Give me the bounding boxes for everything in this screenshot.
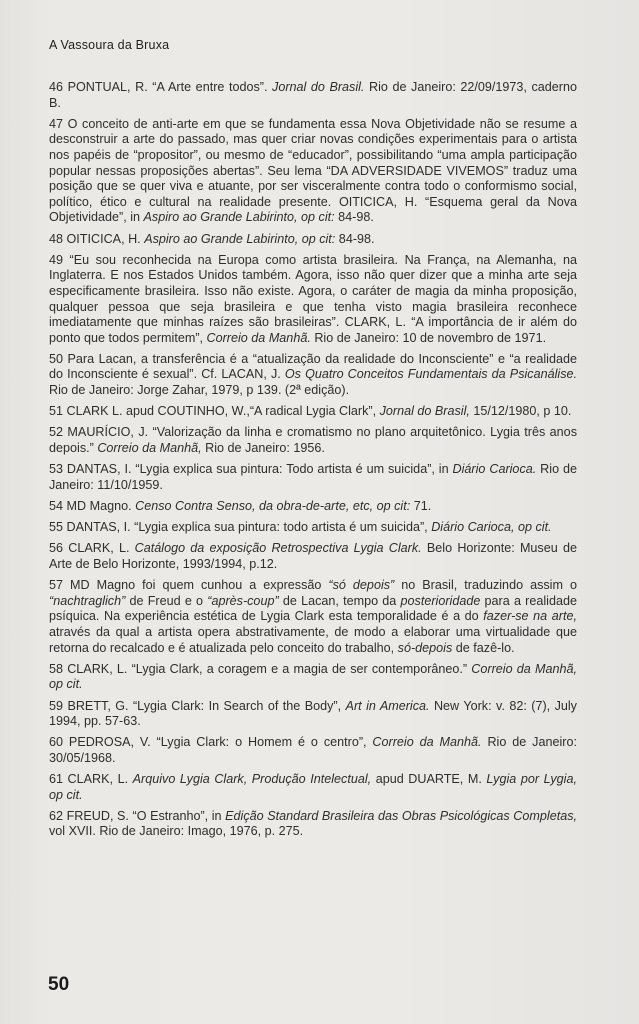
endnote-text: 58 CLARK, L. “Lygia Clark, a coragem e a magia de ser contemporâneo.” — [49, 661, 472, 676]
endnote-text: 84-98. — [334, 210, 374, 225]
endnote-text: 55 DANTAS, I. “Lygia explica sua pintura: todo artista é um suicida”, — [49, 520, 432, 535]
endnote — [49, 541, 577, 572]
endnote-italic-text: Aspiro ao Grande Labirinto, op cit: — [143, 210, 335, 225]
endnotes-list — [49, 80, 577, 846]
endnote-italic-text: Diário Carioca, op cit. — [431, 520, 552, 535]
endnote-text: Rio de Janeiro: 1956. — [201, 441, 325, 456]
endnote-text: 71. — [410, 499, 432, 513]
endnote-text: vol XVII. Rio de Janeiro: Imago, 1976, p. 275. — [49, 824, 304, 839]
endnote-italic-text: Correio da Manhã. — [206, 330, 311, 345]
endnote-italic-text: “só depois” — [328, 578, 395, 593]
endnote — [49, 232, 577, 248]
endnote — [49, 809, 577, 840]
endnote-italic-text: Correio da Manhã, — [97, 441, 202, 456]
endnote-text: 49 “Eu sou reconhecida na Europa como artista brasileira. Na França, na Alemanha, na Inglaterra. E nos Estados Unidos também. Agora, isso não quer dizer que a minha arte seja especificamente brasileira. Isso não existe. Agora, o caráter de magia da minha proposição, qualquer pessoa que seja brasileira e que tenha visto magia brasileira reconhece imediatamente que minhas raízes são brasileiras”. CLARK, L. “A importância de ir além do ponto que todos permitem”, — [49, 252, 577, 345]
endnote-text: Rio de Janeiro: 10 de novembro de 1971. — [310, 330, 547, 345]
endnote-italic-text: Diário Carioca. — [452, 462, 537, 477]
endnote-text: Belo Horizonte: Museu de Arte de Belo Horizonte, 1993/1994, p.12. — [49, 541, 577, 571]
endnote-italic-text: Jornal do Brasil. — [272, 80, 365, 94]
endnote — [49, 499, 577, 515]
endnote-text: 50 Para Lacan, a transferência é a “atualização da realidade do Inconsciente” e “a realidade do Inconsciente é sexual”. Cf. LACAN, J. — [49, 351, 577, 382]
endnote-italic-text: Arquivo Lygia Clark, Produção Intelectual, — [132, 772, 372, 787]
endnote-italic-text: “nachtraglich” — [49, 593, 126, 608]
endnote — [49, 520, 577, 536]
page-number: 50 — [48, 974, 70, 995]
endnote-italic-text: só-depois — [397, 640, 453, 655]
endnote-italic-text: Art in America. — [345, 698, 430, 713]
endnote — [49, 352, 577, 399]
endnote-italic-text: Correio da Manhã, op cit. — [49, 661, 577, 692]
endnote-italic-text: Edição Standard Brasileira das Obras Psicológicas Completas, — [225, 808, 577, 823]
endnote — [49, 662, 577, 693]
endnote-text: através da qual a artista opera abstrativamente, de modo a elaborar uma virtualidade que retorna do recalcado e é atualizada pelo conceito do trabalho, — [49, 624, 577, 655]
endnote-text: 46 PONTUAL, R. “A Arte entre todos”. — [49, 80, 273, 94]
endnote-italic-text: fazer-se na arte, — [483, 609, 577, 624]
endnote-text: 59 BRETT, G. “Lygia Clark: In Search of the Body”, — [49, 698, 346, 713]
endnote-text: Rio de Janeiro: 30/05/1968. — [49, 735, 577, 765]
endnote-text: New York: v. 82: (7), July 1994, pp. 57-63. — [49, 698, 577, 729]
running-header: A Vassoura da Bruxa — [49, 38, 170, 52]
endnote-italic-text: Aspiro ao Grande Labirinto, op cit: — [144, 231, 336, 246]
endnote-text: de Lacan, tempo da — [278, 593, 401, 608]
endnote — [49, 425, 577, 456]
endnote-text: 47 O conceito de anti-arte em que se fundamenta essa Nova Objetividade não se resume a desconstruir a arte do passado, mas quer criar novas condições experimentais para o artista nos papéis de “propositor”, ou mesmo de “educador”, possibilitando “uma ampla participação popular nessas proposições abertas”. Seu lema “DA ADVERSIDADE VIVEMOS” traduz uma posição que se quer viva e atuante, por ser visceralmente contra todo o conformismo social, político, ético e cultural na realidade presente. OITICICA, H. “Esquema geral da Nova Objetividade”, in — [49, 116, 577, 225]
endnote-text: 62 FREUD, S. “O Estranho”, in — [49, 808, 226, 823]
endnote-text: 54 MD Magno. — [49, 499, 136, 513]
endnote — [49, 699, 577, 730]
endnote-text: 15/12/1980, p 10. — [469, 404, 572, 419]
endnote-text: 48 OITICICA, H. — [49, 231, 145, 246]
endnote-italic-text: “après-coup” — [207, 593, 279, 608]
endnote — [49, 772, 577, 803]
endnote-text: no Brasil, traduzindo assim o — [394, 578, 577, 593]
endnote-italic-text: Lygia por Lygia, op cit. — [49, 772, 577, 802]
endnote-italic-text: Censo Contra Senso, da obra-de-arte, etc, op cit: — [135, 499, 411, 513]
endnote-italic-text: Jornal do Brasil, — [379, 404, 470, 419]
endnote — [49, 253, 577, 347]
endnote — [49, 117, 577, 226]
endnote-italic-text: Correio da Manhã. — [372, 735, 482, 750]
endnote — [49, 404, 577, 420]
endnote-text: Rio de Janeiro: 22/09/1973, caderno B. — [49, 80, 577, 110]
endnote-text: 57 MD Magno foi quem cunhou a expressão — [49, 578, 329, 593]
endnote-italic-text: posterioridade — [400, 593, 481, 608]
endnote-text: 52 MAURÍCIO, J. “Valorização da linha e cromatismo no plano arquitetônico. Lygia três anos depois.” — [49, 425, 577, 456]
endnote-text: 56 CLARK, L. — [49, 541, 135, 556]
endnote-text: de fazê-lo. — [452, 640, 515, 655]
endnote-text: 51 CLARK L. apud COUTINHO, W.,“A radical Lygia Clark”, — [49, 404, 380, 419]
endnote-text: apud DUARTE, M. — [371, 772, 487, 787]
endnote-text: 61 CLARK, L. — [49, 772, 133, 787]
endnote-italic-text: Os Quatro Conceitos Fundamentais da Psicanálise. — [284, 367, 577, 382]
endnote-text: Rio de Janeiro: Jorge Zahar, 1979, p 139. (2ª edição). — [49, 383, 350, 398]
endnote-text: 84-98. — [335, 231, 375, 246]
endnote-text: 53 DANTAS, I. “Lygia explica sua pintura: Todo artista é um suicida”, in — [49, 462, 453, 477]
endnote-text: para a realidade psíquica. Na experiência estética de Lygia Clark esta temporalidade é a do — [49, 593, 577, 624]
endnote — [49, 462, 577, 493]
endnote — [49, 735, 577, 766]
endnote-italic-text: Catálogo da exposição Retrospectiva Lygia Clark. — [134, 541, 422, 556]
endnote-text: 60 PEDROSA, V. “Lygia Clark: o Homem é o centro”, — [49, 735, 373, 750]
endnote-text: de Freud e o — [125, 593, 208, 608]
endnote — [49, 80, 577, 111]
endnote-text: Rio de Janeiro: 11/10/1959. — [49, 462, 577, 492]
endnote — [49, 578, 577, 656]
